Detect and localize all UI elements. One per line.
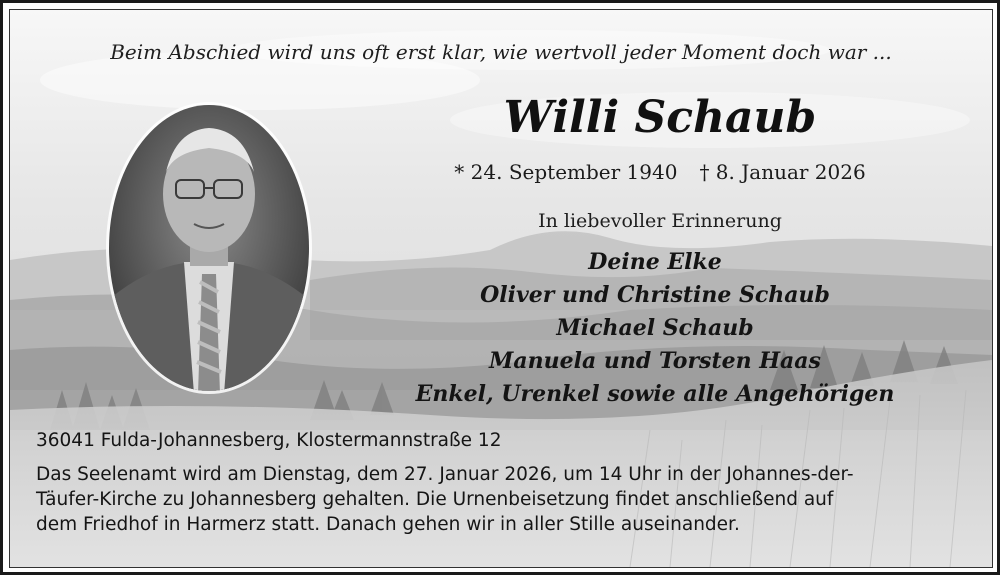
mourner-line: Manuela und Torsten Haas (489, 348, 821, 374)
memory-line: In liebevoller Erinnerung (538, 210, 782, 232)
portrait-photo (106, 102, 312, 394)
address-line: 36041 Fulda-Johannesberg, Klostermannstraße 12 (36, 430, 502, 451)
mourner-line: Deine Elke (588, 249, 722, 275)
mourner-line: Oliver und Christine Schaub (480, 282, 830, 308)
funeral-notice (36, 462, 976, 537)
notice-line: Täufer-Kirche zu Johannesberg gehalten. Die Urnenbeisetzung findet anschließend auf (36, 489, 834, 510)
birth-date: * 24. September 1940 (454, 160, 678, 184)
notice-line: dem Friedhof in Harmerz statt. Danach gehen wir in aller Stille auseinander. (36, 514, 740, 535)
obituary-background (9, 9, 993, 568)
mourners-list (405, 246, 905, 411)
deceased-name: Willi Schaub (503, 92, 817, 143)
mourner-line: Enkel, Urenkel sowie alle Angehörigen (415, 381, 895, 407)
mourner-line: Michael Schaub (556, 315, 754, 341)
notice-line: Das Seelenamt wird am Dienstag, dem 27. Januar 2026, um 14 Uhr in der Johannes-der- (36, 464, 854, 485)
life-dates (430, 160, 890, 184)
death-date: † 8. Januar 2026 (699, 160, 866, 184)
motto-quote: Beim Abschied wird uns oft erst klar, wie wertvoll jeder Moment doch war ... (110, 40, 892, 64)
